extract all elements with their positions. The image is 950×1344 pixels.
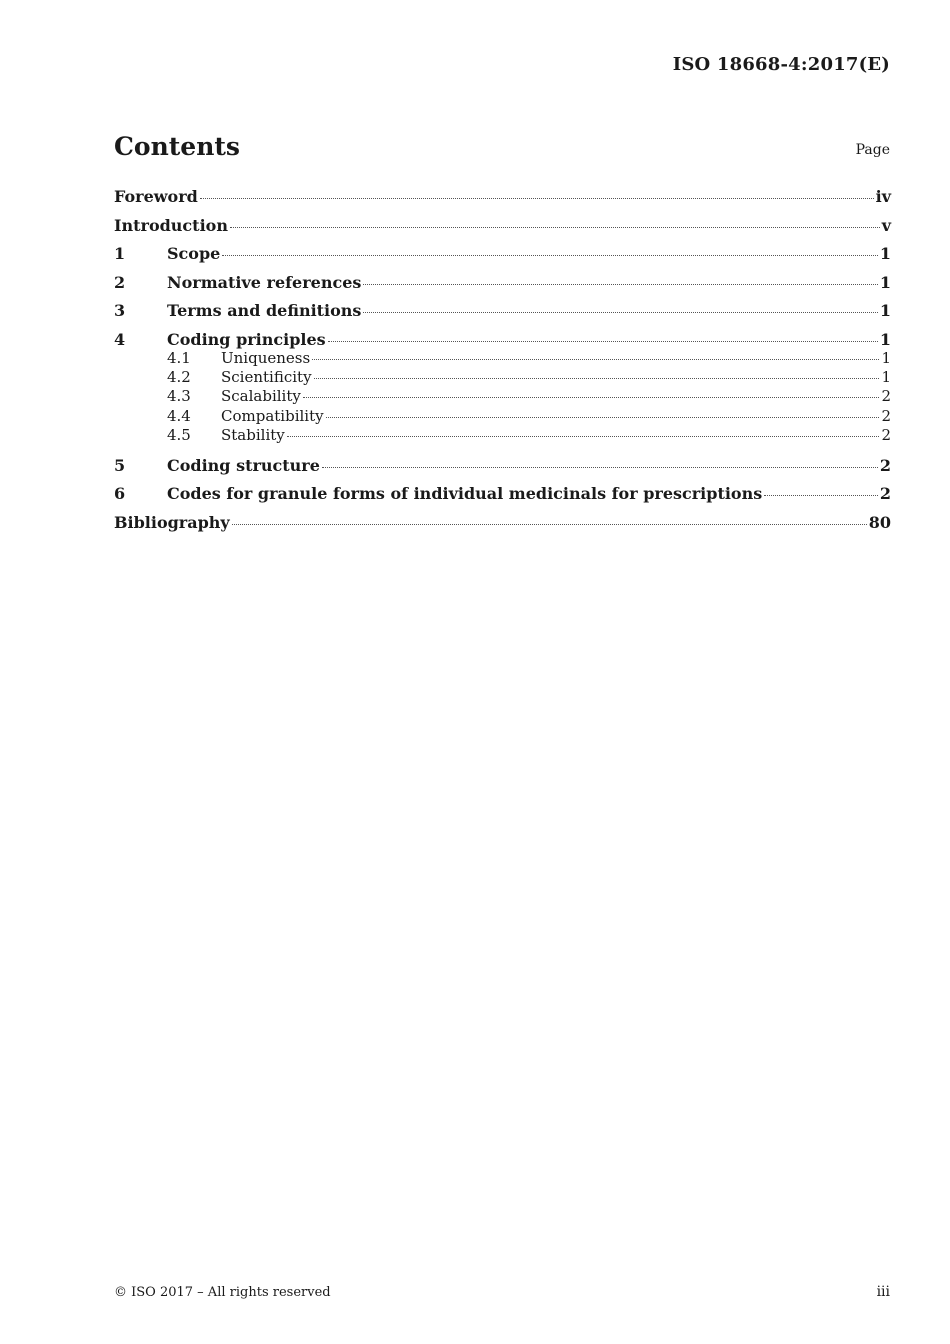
toc-entry-number: 2 bbox=[114, 272, 126, 292]
dot-leader bbox=[314, 378, 880, 379]
toc-entry-scope[interactable] bbox=[114, 243, 891, 272]
dot-leader bbox=[326, 417, 880, 418]
toc-entry-title: Bibliography bbox=[114, 512, 230, 532]
dot-leader bbox=[312, 359, 879, 360]
toc-entry-uniqueness[interactable] bbox=[114, 349, 891, 368]
toc-entry-number: 4.5 bbox=[167, 426, 191, 445]
toc-entry-number: 4.1 bbox=[167, 348, 191, 367]
dot-leader bbox=[328, 341, 878, 342]
toc-entry-title: Stability bbox=[221, 426, 285, 445]
toc-entry-bibliography[interactable] bbox=[114, 512, 891, 541]
dot-leader bbox=[200, 198, 874, 199]
dot-leader bbox=[287, 436, 880, 437]
toc-entry-codes-for-granule-forms[interactable] bbox=[114, 483, 891, 512]
toc-entry-compatibility[interactable] bbox=[114, 407, 891, 426]
toc-entry-page: 1 bbox=[879, 329, 891, 349]
toc-entry-title: Coding principles bbox=[167, 329, 326, 349]
toc-entry-terms-and-definitions[interactable] bbox=[114, 300, 891, 329]
toc-entry-page: 1 bbox=[879, 244, 891, 264]
toc-entry-page: 2 bbox=[881, 426, 891, 445]
dot-leader bbox=[363, 312, 877, 313]
toc-entry-number: 4 bbox=[114, 329, 126, 349]
toc-entry-number: 4.3 bbox=[167, 387, 191, 406]
table-of-contents bbox=[114, 186, 891, 540]
toc-entry-page: 80 bbox=[868, 512, 891, 532]
toc-entry-page: iv bbox=[875, 187, 891, 206]
toc-entry-stability[interactable] bbox=[114, 426, 891, 445]
toc-entry-number: 4.2 bbox=[167, 367, 191, 386]
toc-entry-title: Scope bbox=[167, 244, 221, 264]
toc-entry-title: Foreword bbox=[114, 187, 198, 206]
page-title: Contents bbox=[114, 132, 241, 161]
dot-leader bbox=[322, 467, 878, 468]
document-id: ISO 18668-4:2017(E) bbox=[672, 54, 890, 75]
toc-entry-page: 1 bbox=[879, 301, 891, 321]
toc-entry-number: 6 bbox=[114, 484, 126, 504]
toc-entry-normative-references[interactable] bbox=[114, 272, 891, 301]
toc-entry-title: Introduction bbox=[114, 215, 228, 235]
toc-entry-foreword[interactable] bbox=[114, 186, 891, 215]
toc-entry-title: Normative references bbox=[167, 272, 362, 292]
dot-leader bbox=[232, 524, 867, 525]
toc-entry-number: 3 bbox=[114, 301, 126, 321]
toc-entry-page: 2 bbox=[881, 387, 891, 406]
dot-leader bbox=[230, 227, 880, 228]
toc-entry-title: Compatibility bbox=[221, 406, 324, 425]
page-number: iii bbox=[876, 1284, 890, 1300]
toc-entry-page: 1 bbox=[879, 272, 891, 292]
toc-entry-scientificity[interactable] bbox=[114, 368, 891, 387]
dot-leader bbox=[303, 397, 880, 398]
page-column-label: Page bbox=[855, 142, 890, 158]
toc-entry-number: 1 bbox=[114, 244, 126, 264]
toc-entry-page: 2 bbox=[881, 406, 891, 425]
toc-entry-page: 2 bbox=[879, 455, 891, 475]
toc-entry-title: Scalability bbox=[221, 387, 301, 406]
toc-entry-page: 2 bbox=[879, 484, 891, 504]
toc-entry-introduction[interactable] bbox=[114, 215, 891, 244]
toc-entry-page: 1 bbox=[881, 348, 891, 367]
dot-leader bbox=[764, 495, 878, 496]
toc-entry-coding-structure[interactable] bbox=[114, 455, 891, 484]
dot-leader bbox=[222, 255, 878, 256]
copyright-notice: © ISO 2017 – All rights reserved bbox=[114, 1285, 331, 1300]
toc-entry-number: 5 bbox=[114, 455, 126, 475]
toc-entry-title: Terms and definitions bbox=[167, 301, 362, 321]
toc-entry-title: Scientificity bbox=[221, 367, 312, 386]
toc-entry-title: Uniqueness bbox=[221, 348, 311, 367]
toc-entry-number: 4.4 bbox=[167, 406, 191, 425]
toc-entry-page: v bbox=[881, 215, 891, 235]
toc-entry-title: Coding structure bbox=[167, 455, 320, 475]
toc-entry-title: Codes for granule forms of individual medicinals for prescriptions bbox=[167, 484, 763, 504]
toc-entry-scalability[interactable] bbox=[114, 387, 891, 406]
toc-entry-page: 1 bbox=[881, 367, 891, 386]
dot-leader bbox=[363, 284, 877, 285]
